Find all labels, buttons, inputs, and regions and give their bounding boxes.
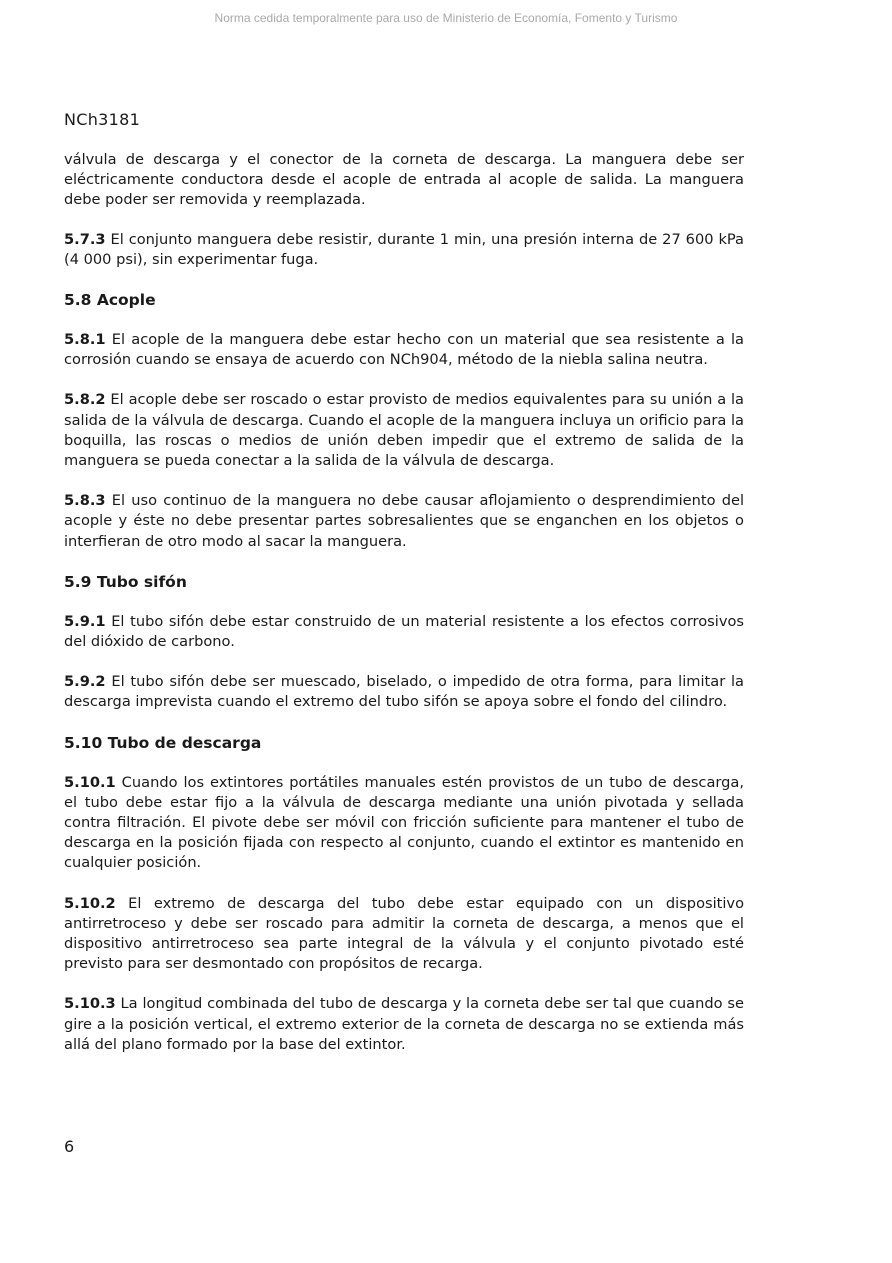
clause-5-10-3 bbox=[64, 994, 744, 1055]
clause-number: 5.10.2 bbox=[64, 894, 116, 912]
clause-text: El tubo sifón debe estar construido de un material resistente a los efectos corrosivos del dióxido de carbono. bbox=[64, 612, 744, 651]
clause-number: 5.9.2 bbox=[64, 673, 106, 691]
clause-text: El conjunto manguera debe resistir, durante 1 min, una presión interna de 27 600 kPa (4 000 psi), sin experimentar fuga. bbox=[64, 230, 744, 268]
section-heading-5-8: 5.8 Acople bbox=[64, 291, 156, 310]
clause-text: La longitud combinada del tubo de descarga y la corneta debe ser tal que cuando se gire a la posición vertical, el extremo exterior de la corneta de descarga no se extienda más allá del plano formado por la base del extintor. bbox=[64, 995, 744, 1053]
section-heading-5-9: 5.9 Tubo sifón bbox=[64, 572, 187, 591]
clause-number: 5.10.3 bbox=[64, 995, 116, 1013]
intro-paragraph: válvula de descarga y el conector de la corneta de descarga. La manguera debe ser eléctricamente conductora desde el acople de entrada al acople de salida. La manguera debe poder ser removida y reemplazada. bbox=[64, 151, 744, 209]
clause-text: El extremo de descarga del tubo debe estar equipado con un dispositivo antirretroceso y debe ser roscado para admitir la corneta de descarga, a menos que el dispositivo antirretroceso sea parte integral de la válvula y el conjunto pivotado esté previsto para ser desmontado con propósitos de recarga. bbox=[64, 894, 744, 973]
clause-text: Cuando los extintores portátiles manuales estén provistos de un tubo de descarga, el tubo debe estar fijo a la válvula de descarga mediante una unión pivotada y sellada contra filtración. El pivote debe ser móvil con fricción suficiente para mantener el tubo de descarga en la posición fijada con respecto al conjunto, cuando el extintor es mantenido en cualquier posición. bbox=[64, 773, 744, 872]
clause-5-8-2 bbox=[64, 390, 744, 471]
clause-number: 5.8.1 bbox=[64, 331, 106, 349]
clause-5-10-1 bbox=[64, 773, 744, 874]
clause-number: 5.10.1 bbox=[64, 773, 116, 791]
clause-text: El acople de la manguera debe estar hecho con un material que sea resistente a la corrosión cuando se ensaya de acuerdo con NCh904, método de la niebla salina neutra. bbox=[64, 331, 744, 369]
clause-number: 5.8.2 bbox=[64, 391, 106, 409]
clause-text: El tubo sifón debe ser muescado, biselado, o impedido de otra forma, para limitar la descarga imprevista cuando el extremo del tubo sifón se apoya sobre el fondo del cilindro. bbox=[64, 673, 744, 711]
clause-text: El uso continuo de la manguera no debe causar aflojamiento o desprendimiento del acople y éste no debe presentar partes sobresalientes que se enganchen en los objetos o interfieran de otro modo al sacar la manguera. bbox=[64, 492, 744, 550]
clause-5-9-2 bbox=[64, 672, 744, 712]
watermark: Norma cedida temporalmente para uso de Ministerio de Economía, Fomento y Turismo bbox=[214, 11, 678, 25]
clause-5-8-3 bbox=[64, 491, 744, 552]
clause-5-10-2 bbox=[64, 894, 744, 975]
document-code: NCh3181 bbox=[64, 110, 141, 129]
clause-number: 5.8.3 bbox=[64, 492, 106, 510]
clause-number: 5.9.1 bbox=[64, 612, 106, 630]
clause-5-8-1 bbox=[64, 330, 744, 370]
clause-5-7-3 bbox=[64, 230, 744, 270]
clause-number: 5.7.3 bbox=[64, 230, 106, 248]
clause-5-9-1 bbox=[64, 612, 744, 652]
section-heading-5-10: 5.10 Tubo de descarga bbox=[64, 733, 262, 752]
clause-text: El acople debe ser roscado o estar provisto de medios equivalentes para su unión a la salida de la válvula de descarga. Cuando el acople de la manguera incluya un orificio para la boquilla, las roscas o medios de unión deben impedir que el extremo de salida de la manguera se pueda conectar a la salida de la válvula de descarga. bbox=[64, 391, 744, 470]
page-number: 6 bbox=[64, 1137, 75, 1156]
page-body bbox=[64, 150, 744, 1075]
